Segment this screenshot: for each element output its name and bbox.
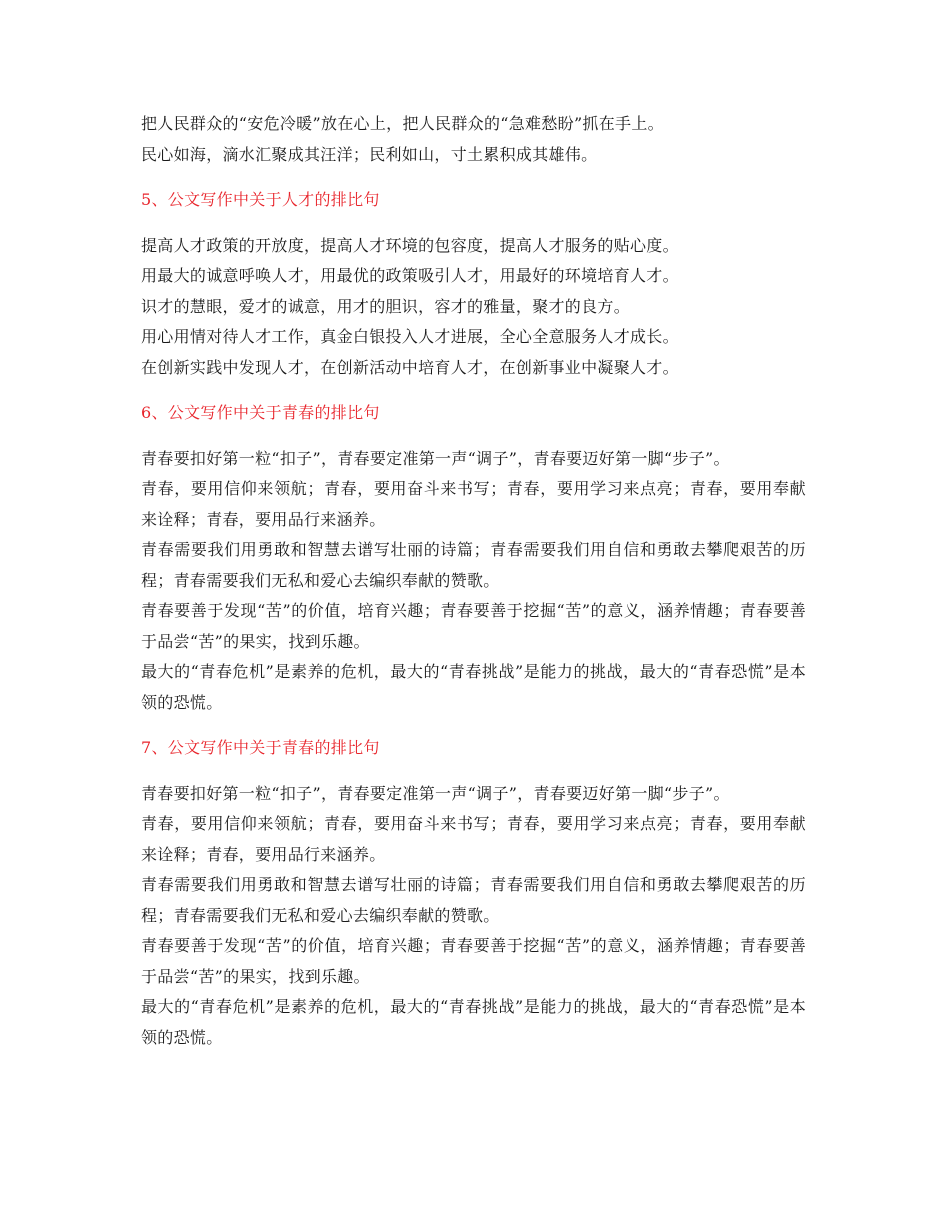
section-talent (141, 185, 806, 383)
section-youth-6 (141, 398, 806, 718)
paragraph: 青春需要我们用勇敢和智慧去谱写壮丽的诗篇；青春需要我们用自信和勇敢去攀爬艰苦的历程；青春需要我们无私和爱心去编织奉献的赞歌。 (141, 540, 806, 590)
document-page (141, 109, 806, 1053)
section-heading: 7、公文写作中关于青春的排比句 (141, 738, 380, 757)
paragraph: 提高人才政策的开放度，提高人才环境的包容度，提高人才服务的贴心度。 (141, 235, 679, 255)
paragraph: 青春，要用信仰来领航；青春，要用奋斗来书写；青春，要用学习来点亮；青春，要用奉献来诠释；青春，要用品行来涵养。 (141, 814, 806, 864)
section-heading: 6、公文写作中关于青春的排比句 (141, 403, 380, 422)
paragraph: 青春需要我们用勇敢和智慧去谱写壮丽的诗篇；青春需要我们用自信和勇敢去攀爬艰苦的历程；青春需要我们无私和爱心去编织奉献的赞歌。 (141, 875, 806, 925)
paragraph: 青春要善于发现“苦”的价值，培育兴趣；青春要善于挖掘“苦”的意义，涵养情趣；青春要善于品尝“苦”的果实，找到乐趣。 (141, 601, 806, 651)
paragraph: 把人民群众的“安危冷暖”放在心上，把人民群众的“急难愁盼”抓在手上。 (141, 114, 664, 133)
paragraph: 民心如海，滴水汇聚成其汪洋；民利如山，寸土累积成其雄伟。 (141, 144, 598, 164)
paragraph: 青春要扣好第一粒“扣子”，青春要定准第一声“调子”，青春要迈好第一脚“步子”。 (141, 448, 730, 468)
paragraph: 最大的“青春危机”是素养的危机，最大的“青春挑战”是能力的挑战，最大的“青春恐慌”是本领的恐慌。 (141, 662, 806, 712)
section-heading: 5、公文写作中关于人才的排比句 (141, 190, 380, 209)
section-youth-7 (141, 733, 806, 1053)
paragraph: 青春要善于发现“苦”的价值，培育兴趣；青春要善于挖掘“苦”的意义，涵养情趣；青春要善于品尝“苦”的果实，找到乐趣。 (141, 936, 806, 986)
intro-block (141, 109, 806, 170)
paragraph: 用心用情对待人才工作，真金白银投入人才进展，全心全意服务人才成长。 (141, 327, 679, 346)
paragraph: 青春要扣好第一粒“扣子”，青春要定准第一声“调子”，青春要迈好第一脚“步子”。 (141, 783, 730, 803)
paragraph: 识才的慧眼，爱才的诚意，用才的胆识，容才的雅量，聚才的良方。 (141, 296, 631, 316)
paragraph: 最大的“青春危机”是素养的危机，最大的“青春挑战”是能力的挑战，最大的“青春恐慌”是本领的恐慌。 (141, 997, 806, 1047)
paragraph: 在创新实践中发现人才，在创新活动中培育人才，在创新事业中凝聚人才。 (141, 357, 679, 377)
paragraph: 青春，要用信仰来领航；青春，要用奋斗来书写；青春，要用学习来点亮；青春，要用奉献来诠释；青春，要用品行来涵养。 (141, 479, 806, 529)
paragraph: 用最大的诚意呼唤人才，用最优的政策吸引人才，用最好的环境培育人才。 (141, 266, 679, 285)
